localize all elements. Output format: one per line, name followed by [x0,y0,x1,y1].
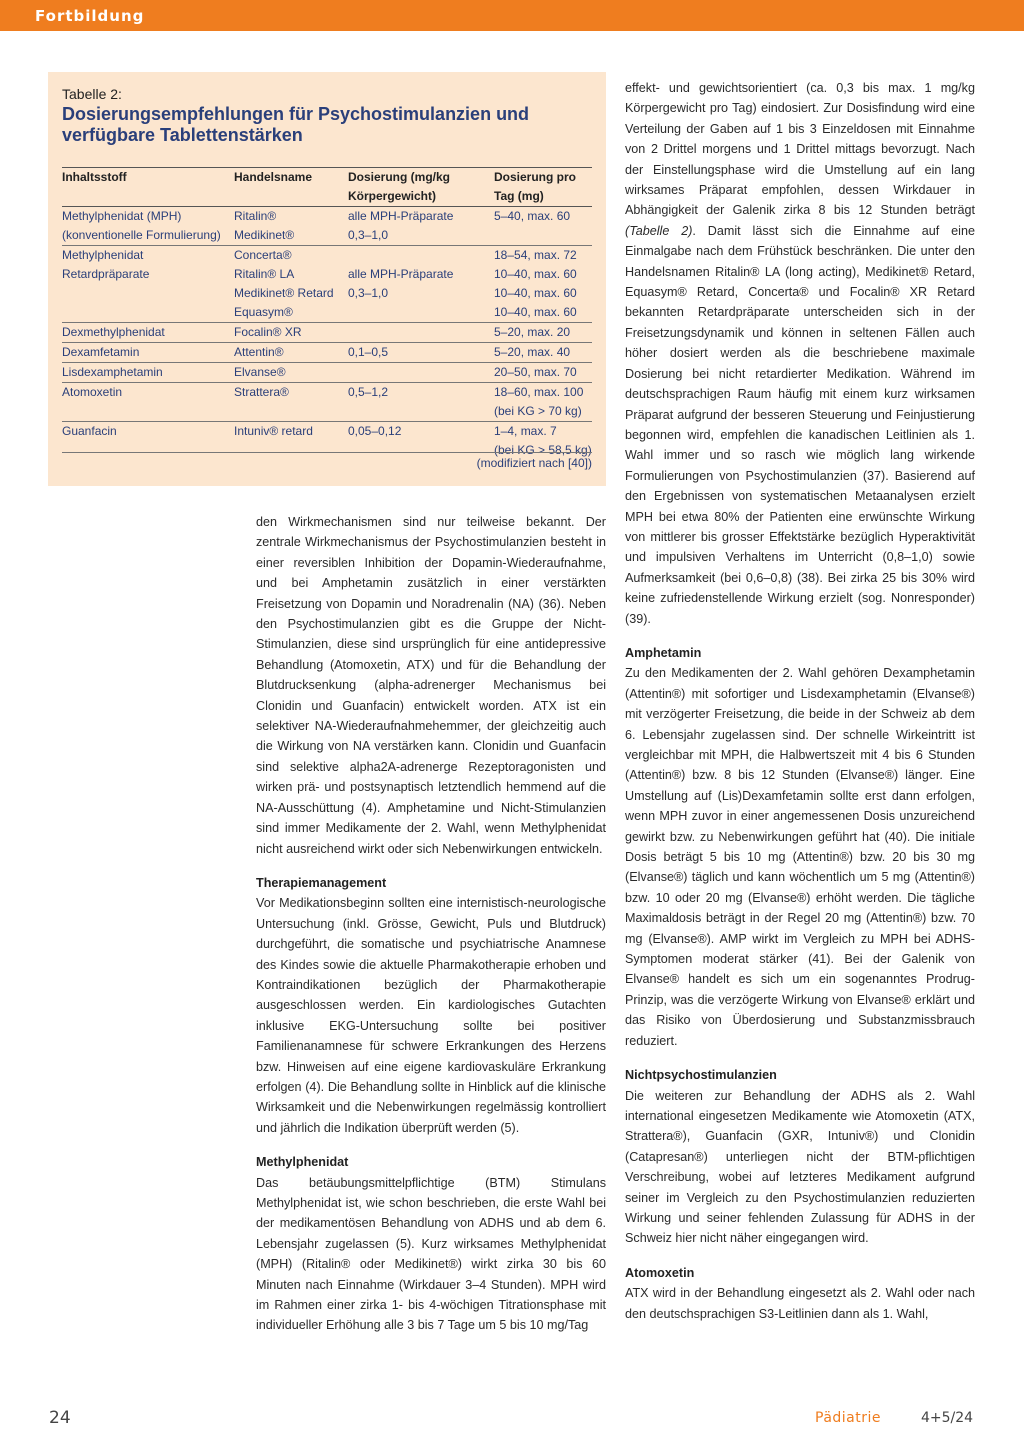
table-row [62,303,592,323]
table-number: Tabelle 2: [62,86,122,102]
cell-inhaltsstoff: Dexmethylphenidat [62,323,234,343]
table-row [62,207,592,227]
cell-dosierung-tag: (bei KG > 58,5 kg) [494,443,592,457]
cell-inhaltsstoff: Dexamfetamin [62,343,234,363]
middle-column [256,512,606,1336]
cell-dosierung-tag: 1–4, max. 7 [494,424,557,438]
cell-inhaltsstoff: Retardpräparate [62,267,150,281]
issue-number: 4+5/24 [921,1410,974,1426]
table-row [62,383,592,403]
cell-handelsname: Ritalin® [234,209,277,223]
paragraph-nichtpsychostimulanzien: Die weiteren zur Behandlung der ADHS als 2. Wahl international eingesetzen Medikamente wie Atomoxetin (ATX, Strattera®), Guanfacin (GXR, Intuniv®) und Clonidin (Catapresan®) unterliegen nicht der BTM-pflichtigen Verschreibung, wobei auf letzteres Medikament aufgrund seiner im Vergleich zu den Psychostimulanzien reduzierten Wirkung und seiner fehlenden Zulassung für ADHS in der Schweiz hier nicht näher eingegangen wird. [625,1088,975,1246]
cell-dosierung-kg: alle MPH-Präparate [348,209,454,223]
cell-handelsname: Medikinet® [234,226,348,246]
cell-handelsname: Attentin® [234,343,348,363]
table-row [62,343,592,363]
header-dosierung-tag: Dosierung pro Tag (mg) [494,168,592,207]
cell-handelsname: Equasym® [234,303,348,323]
paragraph-amphetamin: Zu den Medikamenten der 2. Wahl gehören Dexamphetamin (Attentin®) mit sofortiger und Lisdexamphetamin (Elvanse®) mit verzögerter Freisetzung, die beide in der Schweiz ab dem 6. Lebensjahr zugelassen sind. Der schnelle Wirkeintritt ist vergleichbar mit MPH, die Halbwertszeit mit 4 bis 6 Stunden (Attentin®) bzw. 8 bis 12 Stunden (Elvanse®) länger. Eine Umstellung auf (Lis)Dexamfetamin sollte erst dann erfolgen, wenn MPH zuvor in einer angemessenen Dosis unzureichend gewirkt bzw. zu Nebenwirkungen geführt hat (40). Die initiale Dosis beträgt 5 bis 10 mg (Attentin®) bzw. 20 bis 30 mg (Elvanse®) täglich und kann wöchentlich um 5 mg (Attentin®) bzw. 10 oder 20 mg (Elvanse®) erhöht werden. Die tägliche Maximaldosis beträgt in der Regel 20 mg (Attentin®) bzw. 70 mg (Elvanse®). AMP wirkt im Vergleich zu MPH bei ADHS-Symptomen moderat stärker (41). Bei der Galenik von Elvanse® handelt es sich um ein sogenanntes Prodrug-Prinzip, was die verzögerte Wirkung von Elvanse® erklärt und das Risiko von Überdosierung und Substanzmissbrauch reduziert. [625,666,975,1048]
cell-handelsname: Medikinet® Retard [234,286,334,300]
cell-dosierung-kg [348,402,494,422]
cell-inhaltsstoff: Methylphenidat [62,248,144,262]
table-header-row [62,168,592,207]
cell-handelsname: Concerta® [234,248,292,262]
paragraph-mechanism: den Wirkmechanismen sind nur teilweise bekannt. Der zentrale Wirkmechanismus der Psychostimulanzien besteht in einer reversiblen Inhibition der Dopamin-Wiederaufnahme, und bei Amphetamin zusätzlich in einer verstärkten Freisetzung von Dopamin und Noradrenalin (NA) (36). Neben den Psychostimulanzien gibt es die Gruppe der Nicht-Stimulanzien, diese sind ursprünglich für eine antidepressive Behandlung (Atomoxetin, ATX) und für die Behandlung der Blutdrucksenkung (alpha-adrenerger Mechanismus bei Clonidin und Guanfacin) entwickelt worden. ATX ist ein selektiver NA-Wiederaufnahmehemmer, der gleichzeitig auch die Wirkung von NA verstärken kann. Clonidin und Guanfacin sind selektive alpha2A-adrenerge Rezeptoragonisten und wirken prä- und postsynaptisch letztendlich hemmend auf die NA-Ausschüttung (4). Amphetamine und Nicht-Stimulanzien sind immer Medikamente der 2. Wahl, wenn Methylphenidat nicht ausreichend wirkt oder sich Nebenwirkungen entwickeln. [256,515,606,856]
paragraph-methylphenidat: Das betäubungsmittelpflichtige (BTM) Stimulans Methylphenidat ist, wie schon beschrieben, die erste Wahl bei der medikamentösen Behandlung von ADHS und ab dem 6. Lebensjahr zugelassen (5). Kurz wirksames Methylphenidat (MPH) (Ritalin® oder Medikinet®) wirkt zirka 30 bis 60 Minuten nach Einnahme (Wirkdauer 3–4 Stunden). MPH wird im Rahmen einer zirka 1- bis 4-wöchigen Titrationsphase mit individueller Erhöhung alle 3 bis 7 Tage um 5 bis 10 mg/Tag [256,1175,606,1333]
cell-dosierung-kg: 0,1–0,5 [348,343,494,363]
cell-dosierung-tag: 5–40, max. 60 [494,209,571,223]
header-dosierung-kg: Dosierung (mg/kg Körpergewicht) [348,168,494,207]
heading-atomoxetin: Atomoxetin [625,1265,695,1280]
table-row [62,284,592,303]
cell-dosierung-kg: 0,05–0,12 [348,424,402,438]
cell-dosierung-tag: 5–20, max. 20 [494,323,592,343]
table-source: (modifiziert nach [40]) [476,456,592,470]
cell-dosierung-kg [348,363,494,383]
cell-dosierung-tag: (bei KG > 70 kg) [494,402,592,422]
table-row [62,246,592,266]
paragraph-therapiemanagement: Vor Medikationsbeginn sollten eine internistisch-neurologische Untersuchung (inkl. Grösse, Gewicht, Puls und Blutdruck) durchgeführt, die somatische und psychiatrische Anamnese des Kindes sowie die aktuelle Pharmakotherapie erhoben und Kontraindikationen bezüglich der Pharmakotherapie ausgeschlossen werden. Ein kardiologisches Gutachten inklusive EKG-Untersuchung sollte bei positiver Familienanamnese für schwere Erkrankungen des Herzens bzw. Hinweisen auf eine eigene kardiovaskuläre Erkrankung erfolgen (4). Die Behandlung sollte in Hinblick auf die klinische Wirksamkeit und die Nebenwirkungen regelmässig kontrolliert und jährlich die Indikation überprüft werden (5). [256,896,606,1135]
cell-handelsname: Intuniv® retard [234,424,313,438]
page-number: 24 [49,1408,71,1428]
cell-handelsname: Elvanse® [234,363,348,383]
table-row [62,265,592,284]
cell-dosierung-tag: 5–20, max. 40 [494,343,592,363]
cell-dosierung-kg [348,303,494,323]
table-row [62,402,592,422]
paragraph-dosing-part-a: effekt- und gewichtsorientiert (ca. 0,3 bis max. 1 mg/kg Körpergewicht pro Tag) eindosiert. Zur Dosisfindung wird eine Verteilung der Gaben auf 1 bis 3 Einzeldosen mit Einnahme von 2 Drittel morgens und 1 Drittel mittags bevorzugt. Nach der Einstellungsphase wird die Umstellung auf ein lang wirksames Präparat empfohlen, dessen Wirkdauer in Abhängigkeit der Galenik zirka 8 bis 12 Stunden beträgt [625,81,975,218]
cell-dosierung-kg [348,323,494,343]
paragraph-atomoxetin: ATX wird in der Behandlung eingesetzt als 2. Wahl oder nach den deutschsprachigen S3-Leitlinien dann als 1. Wahl, [625,1286,975,1321]
journal-name: Pädiatrie [815,1410,881,1426]
cell-inhaltsstoff: (konventionelle Formulierung) [62,226,234,246]
cell-dosierung-tag: 18–60, max. 100 [494,385,584,399]
table-title: Dosierungsempfehlungen für Psychostimulanzien und verfügbare Tablettenstärken [62,104,530,145]
cell-handelsname: Ritalin® LA [234,267,295,281]
cell-dosierung-kg: 0,3–1,0 [348,226,494,246]
cell-dosierung-tag: 10–40, max. 60 [494,303,592,323]
heading-therapiemanagement: Therapiemanagement [256,875,387,890]
cell-inhaltsstoff [62,402,234,422]
table-row [62,323,592,343]
cell-dosierung-kg: 0,5–1,2 [348,385,389,399]
cell-inhaltsstoff: Atomoxetin [62,385,123,399]
cell-handelsname [234,402,348,422]
heading-methylphenidat: Methylphenidat [256,1155,349,1170]
table-body [62,207,592,461]
cell-inhaltsstoff: Lisdexamphetamin [62,363,234,383]
table-row [62,226,592,246]
cell-dosierung-tag: 10–40, max. 60 [494,286,577,300]
cell-inhaltsstoff [62,303,234,323]
cell-dosierung-tag [494,226,592,246]
cell-dosierung-tag: 20–50, max. 70 [494,363,592,383]
cell-inhaltsstoff: Methylphenidat (MPH) [62,209,182,223]
cell-dosierung-tag: 10–40, max. 60 [494,267,577,281]
heading-amphetamin: Amphetamin [625,645,702,660]
paragraph-dosing [625,78,975,629]
cell-inhaltsstoff [62,284,234,303]
dosage-table [62,167,592,460]
header-handelsname: Handelsname [234,168,348,207]
cell-handelsname: Focalin® XR [234,323,348,343]
table-row [62,422,592,442]
cell-handelsname: Strattera® [234,385,289,399]
cell-inhaltsstoff: Guanfacin [62,424,117,438]
table-reference: (Tabelle 2) [625,223,693,238]
paragraph-dosing-part-b: . Damit lässt sich die Einnahme auf eine Einmalgabe nach dem Frühstück beschränken. Die unter den Handelsnamen Ritalin® LA (long acting), Medikinet® Retard, Equasym® Retard, Concerta® und Focalin® XR Retard bekannten Retardpräparate unterscheiden sich in der Freisetzungsdynamik und können in seltenen Fällen auch höher dosiert werden als die beschriebene maximale Dosierung bei nicht retardierter Medikation. Während im deutschsprachigen Raum häufig mit einem kurz wirksamen Präparat aufgrund der besseren Steuerung und Feinjustierung begonnen wird, empfehlen die kanadischen Leitlinien als 1. Wahl immer und so rasch wie möglich lang wirkende Formulierungen von Psychostimulanzien (37). Basierend auf den Ergebnissen von systematischen Metaanalysen erzielt MPH bei etwa 80% der Patienten eine erwünschte Wirkung von mittlerer bis grosser Effektstärke bezüglich Hyperaktivität und impulsiven Verhaltens im Unterricht (0,8–1,0) sowie Aufmerksamkeit (bei 0,6–0,8) (38). Bei zirka 25 bis 30% wird keine zufriedenstellende Wirkung erzielt (sog. Nonresponder) (39). [625,223,975,626]
section-header-bar [0,0,1024,31]
cell-dosierung-tag: 18–54, max. 72 [494,248,577,262]
heading-nichtpsychostimulanzien: Nichtpsychostimulanzien [625,1068,777,1083]
section-label: Fortbildung [35,7,145,25]
table-row [62,363,592,383]
cell-dosierung-kg: 0,3–1,0 [348,286,389,300]
cell-dosierung-kg: alle MPH-Präparate [348,267,454,281]
right-column [625,78,975,1324]
table-bottom-rule [62,452,592,453]
cell-dosierung-kg [348,246,494,266]
header-inhaltsstoff: Inhaltsstoff [62,168,234,207]
